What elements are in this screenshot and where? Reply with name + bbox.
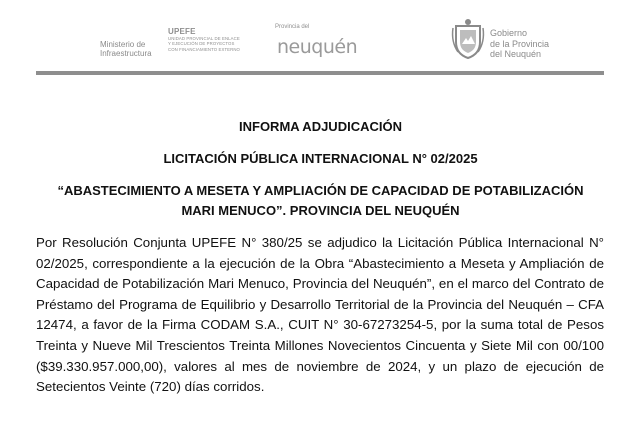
upefe-line1: UNIDAD PROVINCIAL DE ENLACE <box>168 36 240 41</box>
neuquen-small-text: Provincia del <box>275 24 310 30</box>
upefe-name: UPEFE <box>168 27 196 36</box>
gobierno-line1: Gobierno <box>490 28 528 38</box>
provincial-shield-icon <box>450 18 486 60</box>
gobierno-line2: de la Provincia <box>490 38 550 49</box>
gobierno-line3: del Neuquén <box>490 49 542 59</box>
header-divider <box>36 71 604 75</box>
body-paragraph: Por Resolución Conjunta UPEFE N° 380/25 se adjudico la Licitación Pública Internacional N° 02/2025, correspondiente a la ejecución de la Obra “Abastecimiento a Meseta y Ampliación de Capacidad de Potabilización Mari Menuco, Provincia del Neuquén”, en el marco del Contrato de Préstamo del Programa de Equilibrio y Desarrollo Territorial de la Provincia del Neuquén – CFA 12474, a favor de la Firma CODAM S.A., CUIT N° 30-67273254-5, por la suma total de Pesos Treinta y Nueve Mil Trescientos Treinta Millones Novecientos Cincuenta y Siete Mil con 00/100 ($39.330.957.000,00), valores al mes de noviembre de 2024, y un plazo de ejecución de Setecientos Veinte (720) días corridos. <box>36 235 604 395</box>
document-heading: INFORMA ADJUDICACIÓN <box>239 119 402 134</box>
ministerio-line1: Ministerio de <box>100 40 146 49</box>
neuquen-logo <box>269 24 369 64</box>
gobierno-logo <box>450 18 610 60</box>
ministerio-logo <box>100 40 152 58</box>
project-title-line1: “ABASTECIMIENTO A MESETA Y AMPLIACIÓN DE CAPACIDAD DE POTABILIZACIÓN <box>57 183 584 198</box>
project-title-line2: MARI MENUCO”. PROVINCIA DEL NEUQUÉN <box>181 203 460 218</box>
ministerio-line2: Infraestructura <box>100 49 152 58</box>
licitacion-title: LICITACIÓN PÚBLICA INTERNACIONAL N° 02/2025 <box>163 151 478 166</box>
gobierno-text <box>490 28 549 60</box>
neuquen-wordmark: neuquén <box>277 36 358 58</box>
upefe-logo <box>168 27 240 52</box>
upefe-line2: Y EJECUCIÓN DE PROYECTOS <box>168 41 235 47</box>
upefe-line3: CON FINANCIAMIENTO EXTERNO <box>168 46 240 52</box>
letterhead <box>36 14 604 70</box>
